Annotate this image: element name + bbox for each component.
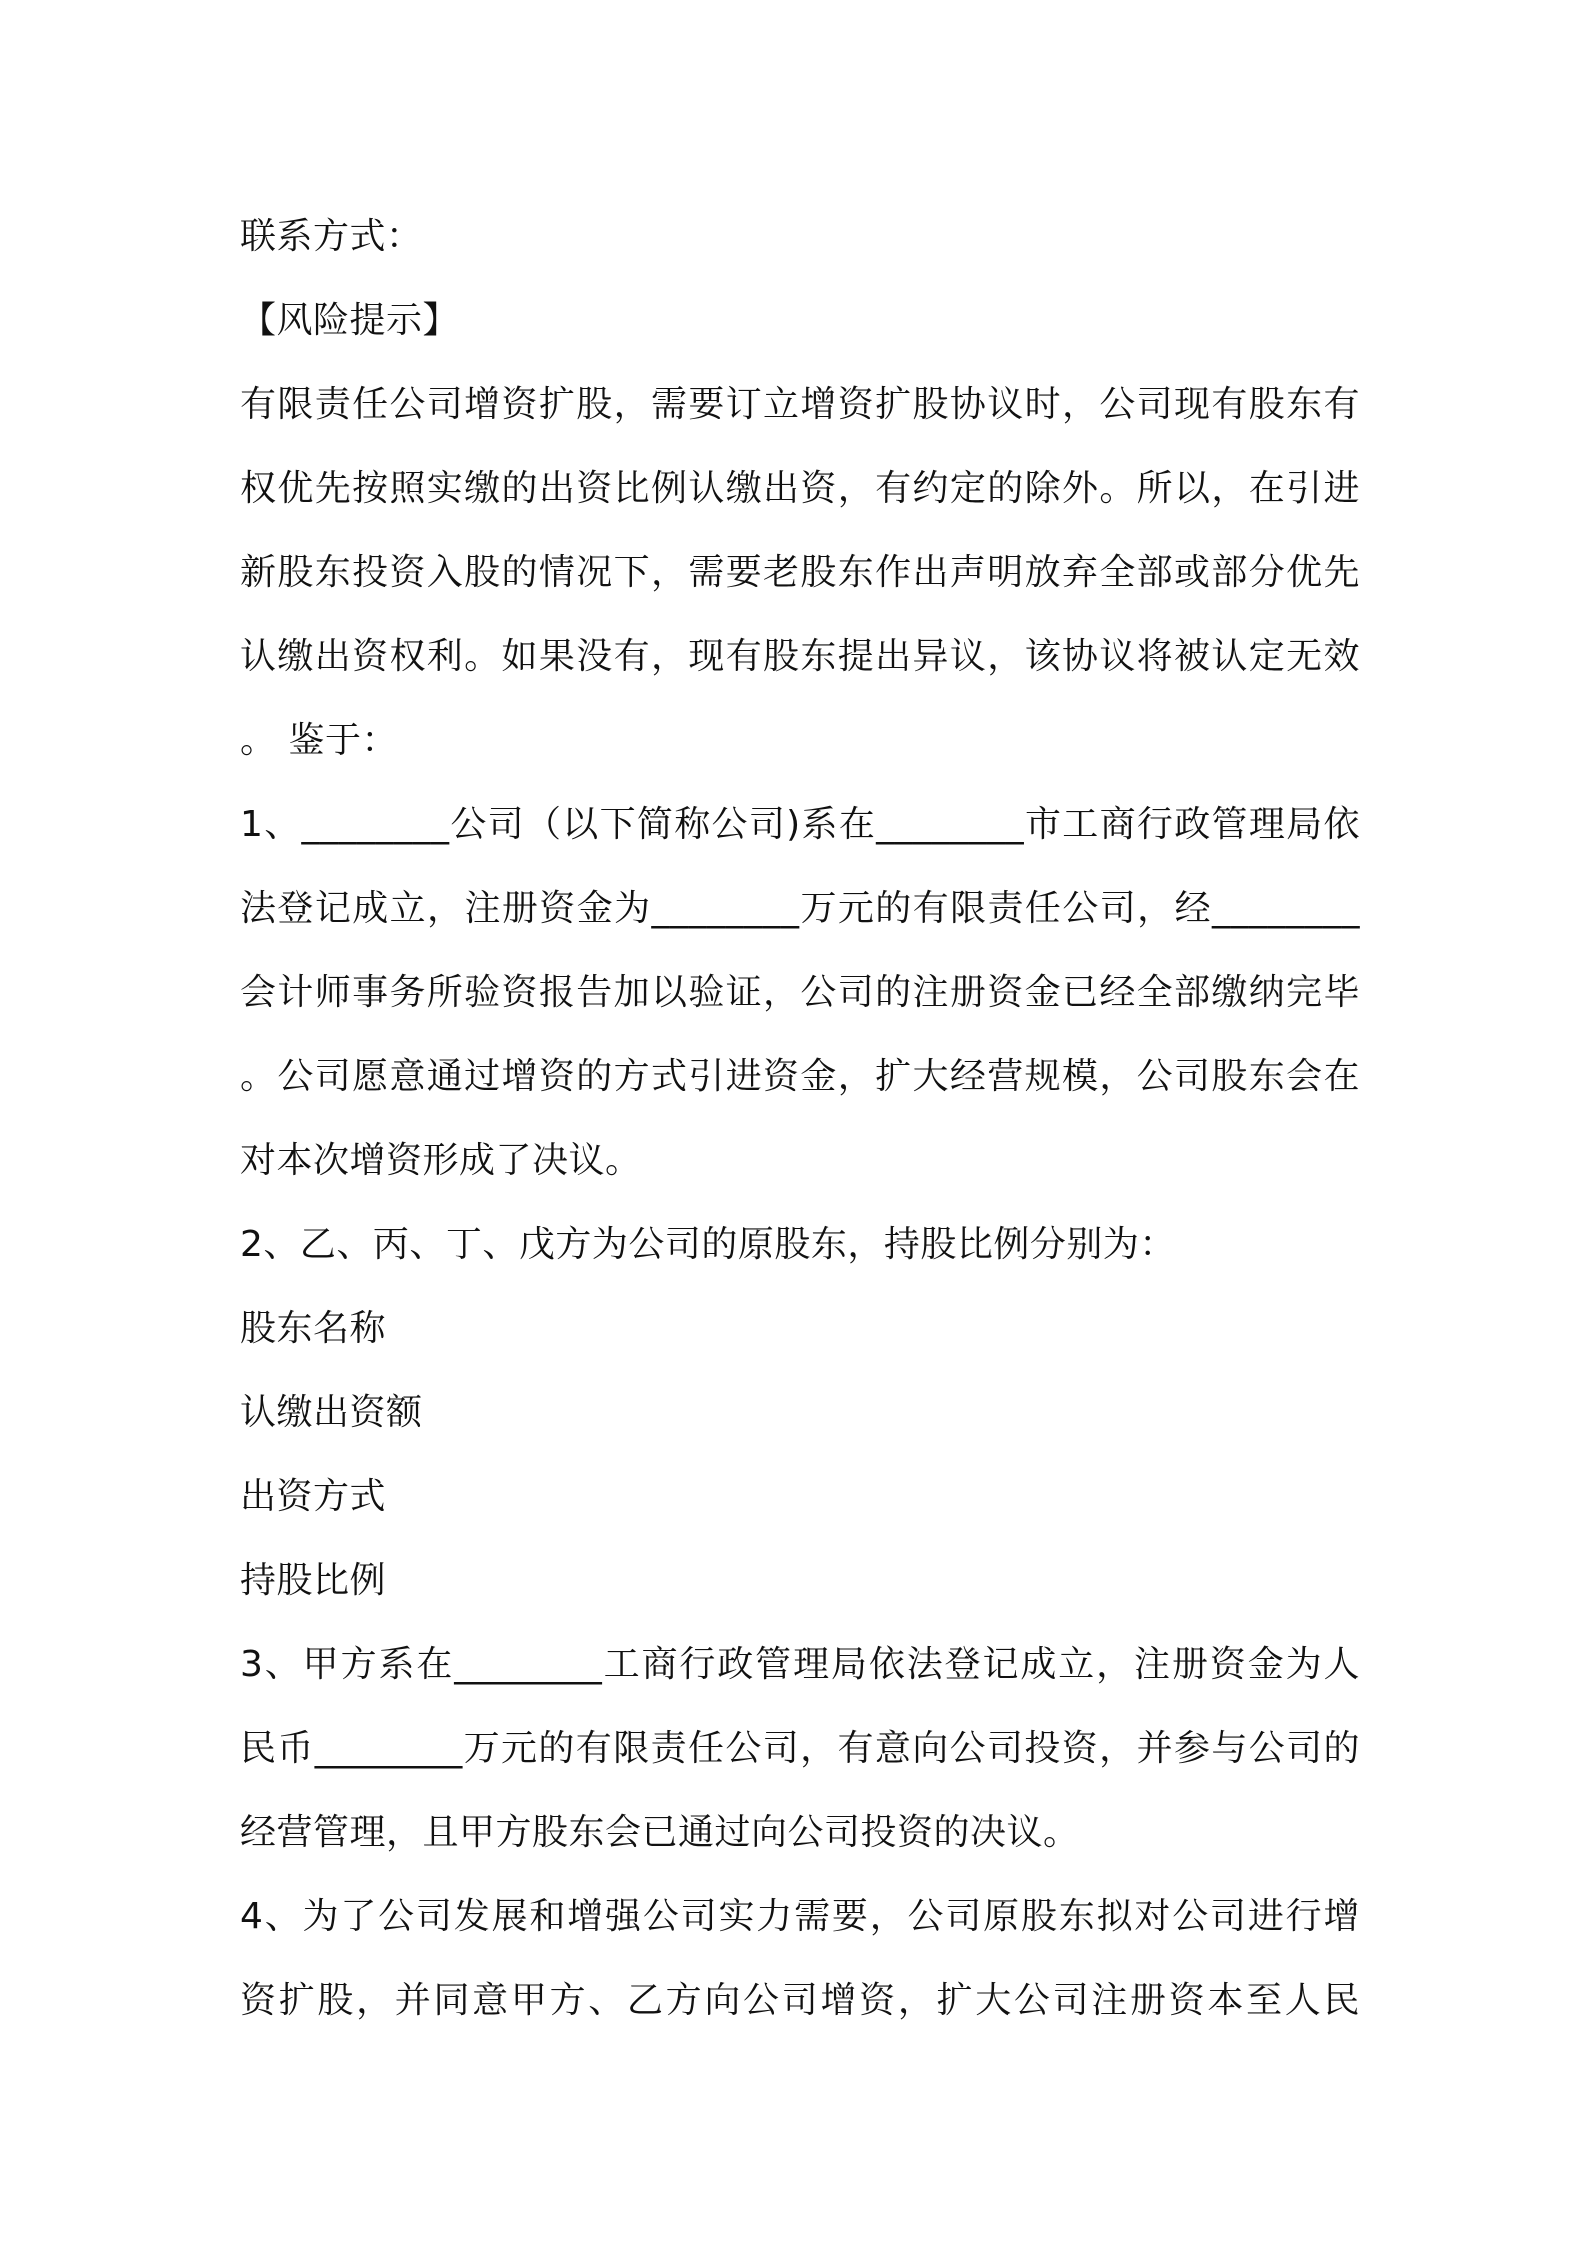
clause-1-line: 会计师事务所验资报告加以验证，公司的注册资金已经全部缴纳完毕: [240, 972, 1360, 1013]
shareholding-ratio-label: 持股比例: [240, 1560, 387, 1601]
risk-notice-heading: 【风险提示】: [240, 300, 460, 341]
paragraph-line: 有限责任公司增资扩股，需要订立增资扩股协议时，公司现有股东有: [240, 384, 1360, 425]
paragraph-line: 新股东投资入股的情况下，需要老股东作出声明放弃全部或部分优先: [240, 552, 1360, 593]
clause-3-line: 3、甲方系在________工商行政管理局依法登记成立，注册资金为人: [240, 1644, 1360, 1685]
clause-1-line: 。公司愿意通过增资的方式引进资金，扩大经营规模，公司股东会在: [240, 1056, 1360, 1097]
contact-heading: 联系方式：: [240, 216, 423, 257]
shareholder-name-label: 股东名称: [240, 1308, 387, 1349]
paragraph-line: 。 鉴于：: [240, 720, 398, 761]
paragraph-line: 认缴出资权利。如果没有，现有股东提出异议，该协议将被认定无效: [240, 636, 1360, 677]
clause-1-line: 对本次增资形成了决议。: [240, 1140, 642, 1181]
clause-1-line: 1、________公司（以下简称公司)系在________市工商行政管理局依: [240, 804, 1360, 845]
clause-4-line: 4、为了公司发展和增强公司实力需要，公司原股东拟对公司进行增: [240, 1896, 1360, 1937]
paragraph-line: 权优先按照实缴的出资比例认缴出资，有约定的除外。所以，在引进: [240, 468, 1360, 509]
clause-1-line: 法登记成立，注册资金为________万元的有限责任公司，经________: [240, 888, 1360, 929]
clause-4-line: 资扩股，并同意甲方、乙方向公司增资，扩大公司注册资本至人民: [240, 1980, 1360, 2021]
clause-2-line: 2、乙、丙、丁、戊方为公司的原股东，持股比例分别为：: [240, 1224, 1176, 1265]
subscribed-capital-label: 认缴出资额: [240, 1392, 423, 1433]
contribution-method-label: 出资方式: [240, 1476, 387, 1517]
clause-3-line: 经营管理，且甲方股东会已通过向公司投资的决议。: [240, 1812, 1080, 1853]
clause-3-line: 民币________万元的有限责任公司，有意向公司投资，并参与公司的: [240, 1728, 1360, 1769]
document-body: [240, 195, 1360, 2043]
